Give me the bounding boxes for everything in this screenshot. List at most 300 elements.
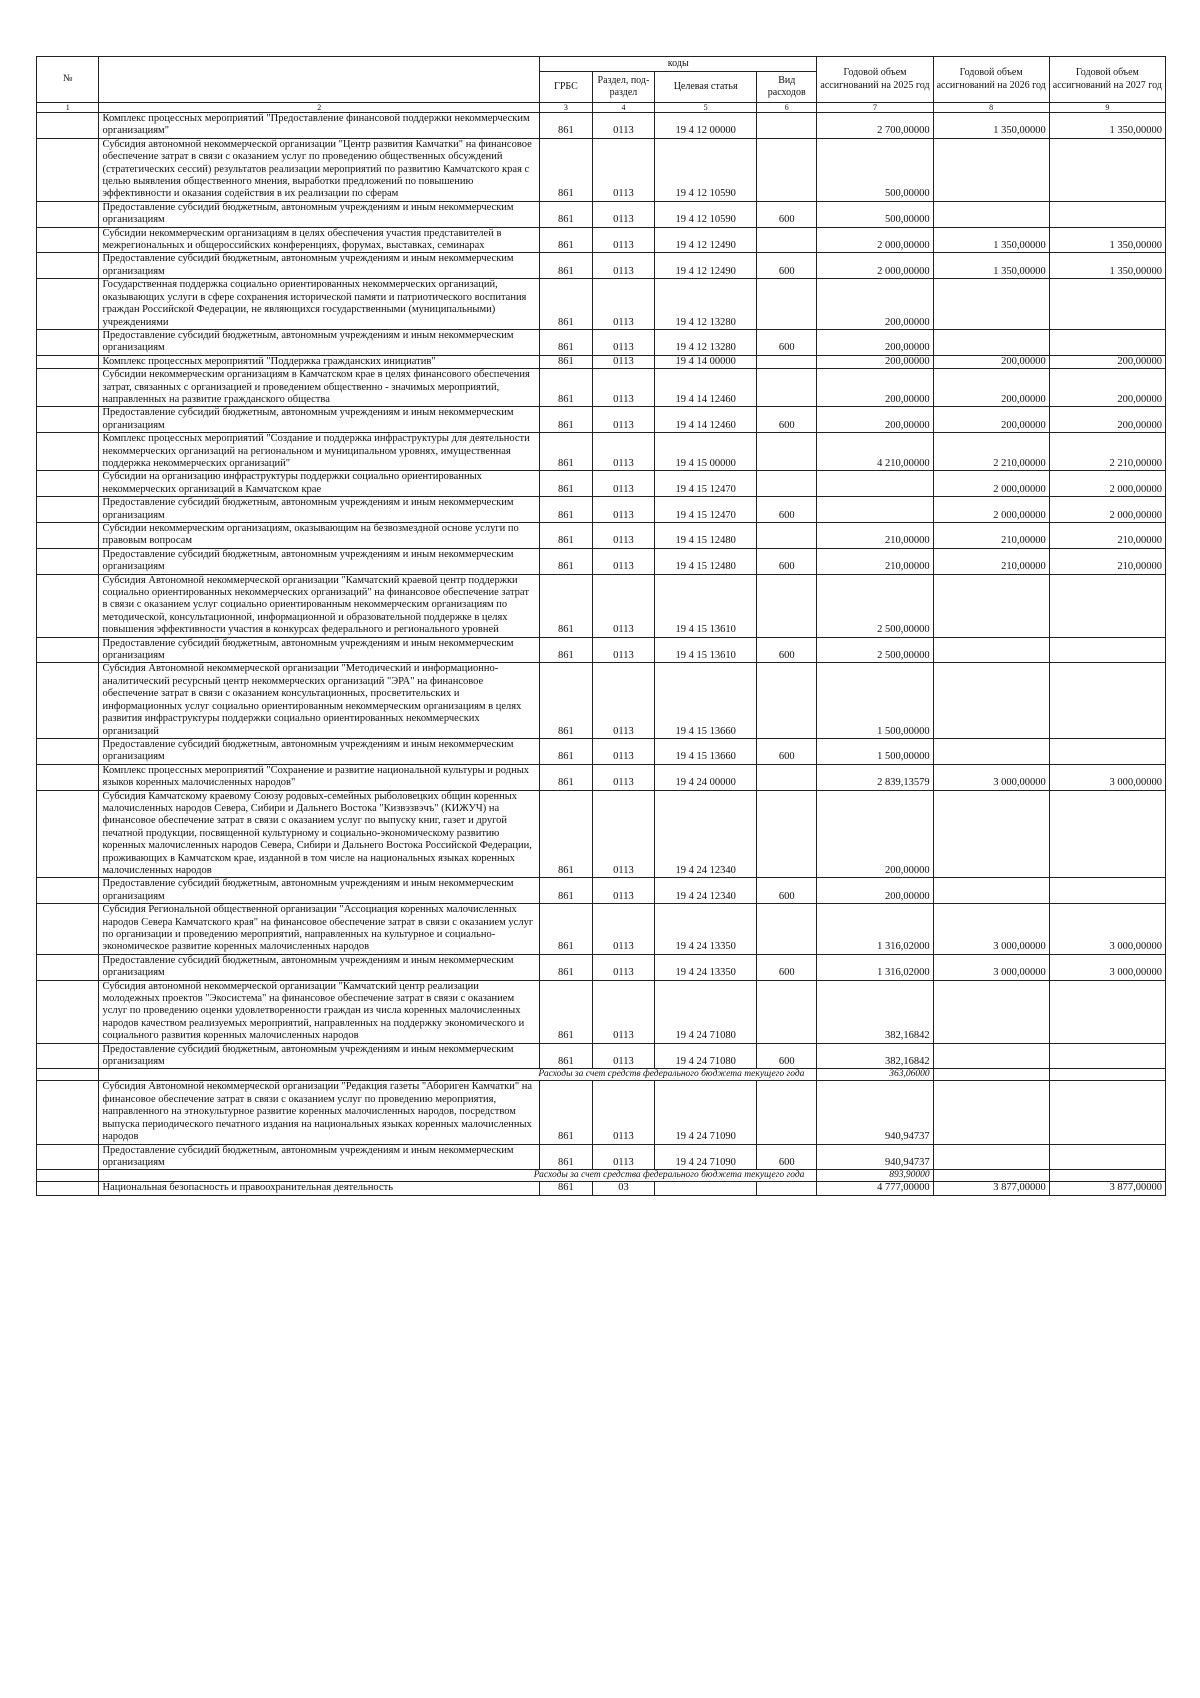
section-code: 0113: [592, 1081, 654, 1144]
budget-table-page: [36, 56, 1166, 1196]
budget-row: [37, 497, 1166, 523]
value-2026: 3 877,00000: [933, 1182, 1049, 1195]
grbs-code: 861: [540, 954, 593, 980]
value-2025: 1 316,02000: [817, 954, 933, 980]
row-name: Субсидии некоммерческим организациям, оказывающим на безвозмездной основе услуги по правовым вопросам: [99, 523, 540, 549]
value-2025: 500,00000: [817, 138, 933, 201]
value-2027: 200,00000: [1049, 407, 1165, 433]
row-number-cell: [37, 433, 99, 471]
section-code: 0113: [592, 138, 654, 201]
grbs-code: 861: [540, 1081, 593, 1144]
expense-type-code: 600: [757, 738, 817, 764]
row-number-cell: [37, 548, 99, 574]
value-2027: [1049, 790, 1165, 878]
expense-type-code: [757, 1182, 817, 1195]
row-name: Предоставление субсидий бюджетным, автономным учреждениям и иным некоммерческим организациям: [99, 1043, 540, 1069]
value-2026: [933, 663, 1049, 738]
target-code: 19 4 12 13280: [655, 329, 757, 355]
value-2026: [933, 1170, 1049, 1182]
target-code: [655, 1182, 757, 1195]
expense-type-code: [757, 764, 817, 790]
row-name: Субсидия автономной некоммерческой организации "Камчатский центр реализации молодежных проектов "Экосистема" на финансовое обеспечение затрат в связи с оказанием услуг по проведению оценки удовлетворенности граждан из числа коренных малочисленных народов качеством реализуемых мероприятий, направленных на поддержку экономического и социального развития коренных малочисленных народов: [99, 980, 540, 1043]
budget-row: [37, 138, 1166, 201]
expense-type-code: 600: [757, 497, 817, 523]
col-header-2027: Годовой объем ассигнований на 2027 год: [1049, 57, 1165, 103]
row-number-cell: [37, 764, 99, 790]
row-number-cell: [37, 1081, 99, 1144]
budget-row: [37, 407, 1166, 433]
budget-row: [37, 1081, 1166, 1144]
budget-table: [36, 56, 1166, 1196]
target-code: 19 4 15 12470: [655, 497, 757, 523]
budget-row: [37, 637, 1166, 663]
budget-row: [37, 663, 1166, 738]
value-2026: [933, 279, 1049, 330]
value-2025: 200,00000: [817, 407, 933, 433]
col-header-section: Раздел, под-раздел: [592, 72, 654, 103]
expense-type-code: 600: [757, 954, 817, 980]
value-2025: 893,90000: [817, 1170, 933, 1182]
section-code: 0113: [592, 497, 654, 523]
budget-row: [37, 738, 1166, 764]
section-code: 0113: [592, 738, 654, 764]
row-number-cell: [37, 738, 99, 764]
value-2025: 210,00000: [817, 548, 933, 574]
value-2027: [1049, 663, 1165, 738]
expense-type-code: [757, 790, 817, 878]
value-2025: 2 700,00000: [817, 113, 933, 139]
expense-type-code: [757, 523, 817, 549]
section-code: 0113: [592, 904, 654, 955]
target-code: 19 4 24 12340: [655, 790, 757, 878]
col-header-2026: Годовой объем ассигнований на 2026 год: [933, 57, 1049, 103]
grbs-code: 861: [540, 138, 593, 201]
value-2025: 210,00000: [817, 523, 933, 549]
row-number-cell: [37, 663, 99, 738]
value-2025: 382,16842: [817, 980, 933, 1043]
target-code: 19 4 15 12480: [655, 548, 757, 574]
budget-row: [37, 279, 1166, 330]
section-code: 0113: [592, 253, 654, 279]
row-name: Субсидия Региональной общественной организации "Ассоциация коренных малочисленных народов Севера Камчатского края" на финансовое обеспечение затрат в связи с оказанием услуг по организации и проведению мероприятий, направленных на культурное и социально-экономическое развитие коренных малочисленных народов: [99, 904, 540, 955]
expense-type-code: [757, 663, 817, 738]
row-name: Субсидия Автономной некоммерческой организации "Методический и информационно-аналитический ресурсный центр некоммерческих организаций "ЭРА" на финансовое обеспечение затрат в связи с оказанием консультационных, просветительских и информационных услуг социально ориентированным некоммерческим организациям в целях развития инфраструктуры поддержки социально ориентированных некоммерческих организаций: [99, 663, 540, 738]
col-header-expense-type: Вид расходов: [757, 72, 817, 103]
budget-row: [37, 1043, 1166, 1069]
value-2027: 1 350,00000: [1049, 253, 1165, 279]
expense-type-code: 600: [757, 548, 817, 574]
value-2027: 3 000,00000: [1049, 904, 1165, 955]
value-2026: [933, 1144, 1049, 1170]
target-code: 19 4 24 13350: [655, 954, 757, 980]
value-2027: [1049, 329, 1165, 355]
budget-row: [37, 329, 1166, 355]
row-number-cell: [37, 523, 99, 549]
col-index: 8: [933, 103, 1049, 113]
value-2026: [933, 1043, 1049, 1069]
section-code: 0113: [592, 764, 654, 790]
header-row-1: [37, 57, 1166, 72]
section-code: 0113: [592, 227, 654, 253]
col-header-2025: Годовой объем ассигнований на 2025 год: [817, 57, 933, 103]
target-code: 19 4 15 12480: [655, 523, 757, 549]
row-number-cell: [37, 1182, 99, 1195]
row-number-cell: [37, 790, 99, 878]
budget-row: [37, 369, 1166, 407]
row-number-cell: [37, 279, 99, 330]
row-number-cell: [37, 980, 99, 1043]
grbs-code: 861: [540, 1144, 593, 1170]
expense-type-code: 600: [757, 201, 817, 227]
target-code: 19 4 12 10590: [655, 138, 757, 201]
value-2026: 3 000,00000: [933, 764, 1049, 790]
grbs-code: 861: [540, 329, 593, 355]
value-2026: 1 350,00000: [933, 253, 1049, 279]
value-2027: [1049, 1081, 1165, 1144]
budget-row: [37, 1182, 1166, 1195]
row-number-cell: [37, 253, 99, 279]
col-index: 7: [817, 103, 933, 113]
expense-type-code: [757, 980, 817, 1043]
expense-type-code: 600: [757, 637, 817, 663]
value-2027: [1049, 1043, 1165, 1069]
budget-row: [37, 433, 1166, 471]
row-number-cell: [37, 407, 99, 433]
target-code: 19 4 12 10590: [655, 201, 757, 227]
section-code: 0113: [592, 433, 654, 471]
section-code: 0113: [592, 1144, 654, 1170]
grbs-code: 861: [540, 355, 593, 368]
section-code: 0113: [592, 279, 654, 330]
grbs-code: 861: [540, 904, 593, 955]
section-code: 0113: [592, 637, 654, 663]
section-code: 0113: [592, 878, 654, 904]
row-name: Предоставление субсидий бюджетным, автономным учреждениям и иным некоммерческим организациям: [99, 201, 540, 227]
col-index: 4: [592, 103, 654, 113]
value-2027: 1 350,00000: [1049, 227, 1165, 253]
expense-type-code: 600: [757, 253, 817, 279]
note-text: Расходы за счет средств федерального бюджета текущего года: [99, 1069, 817, 1081]
value-2027: [1049, 738, 1165, 764]
target-code: 19 4 24 00000: [655, 764, 757, 790]
row-number-cell: [37, 369, 99, 407]
target-code: 19 4 14 12460: [655, 407, 757, 433]
target-code: 19 4 14 00000: [655, 355, 757, 368]
value-2027: [1049, 1069, 1165, 1081]
value-2025: 500,00000: [817, 201, 933, 227]
row-number-cell: [37, 113, 99, 139]
row-name: Предоставление субсидий бюджетным, автономным учреждениям и иным некоммерческим организациям: [99, 738, 540, 764]
value-2025: 940,94737: [817, 1081, 933, 1144]
expense-type-code: [757, 227, 817, 253]
value-2027: [1049, 574, 1165, 637]
col-index: 2: [99, 103, 540, 113]
grbs-code: 861: [540, 253, 593, 279]
expense-type-code: [757, 1081, 817, 1144]
value-2025: 2 500,00000: [817, 637, 933, 663]
value-2026: [933, 1081, 1049, 1144]
target-code: 19 4 24 13350: [655, 904, 757, 955]
target-code: 19 4 12 00000: [655, 113, 757, 139]
target-code: 19 4 24 12340: [655, 878, 757, 904]
value-2025: 1 500,00000: [817, 663, 933, 738]
row-number-cell: [37, 497, 99, 523]
value-2027: [1049, 1144, 1165, 1170]
target-code: 19 4 12 13280: [655, 279, 757, 330]
budget-row: [37, 764, 1166, 790]
section-code: 0113: [592, 113, 654, 139]
row-number-cell: [37, 355, 99, 368]
row-name: Предоставление субсидий бюджетным, автономным учреждениям и иным некоммерческим организациям: [99, 954, 540, 980]
row-name: Субсидия Автономной некоммерческой организации "Редакция газеты "Абориген Камчатки" на финансовое обеспечение затрат в связи с оказанием услуг по проведению мероприятия, направленного на этнокультурное развитие коренных малочисленных народов, посредством выпуска периодического печатного издания на национальных языках коренных малочисленных народов: [99, 1081, 540, 1144]
value-2026: [933, 574, 1049, 637]
grbs-code: 861: [540, 1043, 593, 1069]
value-2026: 1 350,00000: [933, 227, 1049, 253]
value-2025: 4 777,00000: [817, 1182, 933, 1195]
grbs-code: 861: [540, 227, 593, 253]
budget-row: [37, 954, 1166, 980]
value-2025: 200,00000: [817, 878, 933, 904]
col-index: 6: [757, 103, 817, 113]
expense-type-code: 600: [757, 407, 817, 433]
col-header-grbs: ГРБС: [540, 72, 593, 103]
value-2027: [1049, 1170, 1165, 1182]
value-2027: [1049, 980, 1165, 1043]
grbs-code: 861: [540, 980, 593, 1043]
expense-type-code: [757, 574, 817, 637]
row-name: Субсидия Камчатскому краевому Союзу родовых-семейных рыболовецких общин коренных малочисленных народов Севера, Сибири и Дальнего Востока "Кизвэзвэчъ" (КИЖУЧ) на финансовое обеспечение затрат в связи с оказанием услуг по выпуску книг, газет и другой печатной продукции, посвященной культурному и социально-экономическому развитию коренных малочисленных народов Севера, Сибири и Дальнего Востока Российской Федерации, проживающих в Камчатском крае, изданной в том числе на национальных языках коренных малочисленных народов: [99, 790, 540, 878]
grbs-code: 861: [540, 279, 593, 330]
value-2027: 200,00000: [1049, 369, 1165, 407]
section-code: 0113: [592, 954, 654, 980]
row-number-cell: [37, 1069, 99, 1081]
value-2025: 200,00000: [817, 279, 933, 330]
grbs-code: 861: [540, 201, 593, 227]
value-2027: 210,00000: [1049, 523, 1165, 549]
expense-type-code: [757, 369, 817, 407]
section-code: 03: [592, 1182, 654, 1195]
row-name: Комплекс процессных мероприятий "Сохранение и развитие национальной культуры и родных языков коренных малочисленных народов": [99, 764, 540, 790]
row-name: Предоставление субсидий бюджетным, автономным учреждениям и иным некоммерческим организациям: [99, 407, 540, 433]
value-2025: 382,16842: [817, 1043, 933, 1069]
value-2025: 200,00000: [817, 355, 933, 368]
grbs-code: 861: [540, 637, 593, 663]
value-2026: 210,00000: [933, 548, 1049, 574]
section-code: 0113: [592, 980, 654, 1043]
target-code: 19 4 24 71090: [655, 1081, 757, 1144]
col-index: 3: [540, 103, 593, 113]
budget-row: [37, 355, 1166, 368]
row-name: Субсидия Автономной некоммерческой организации "Камчатский краевой центр поддержки социально ориентированных некоммерческих организаций" на финансовое обеспечение затрат в связи с оказанием услуг социально ориентированным некоммерческим организациям по методической, консультационной, информационной и образовательной поддержке в целях повышения эффективности участия в конкурсах федерального и регионального уровней: [99, 574, 540, 637]
grbs-code: 861: [540, 471, 593, 497]
value-2026: 3 000,00000: [933, 954, 1049, 980]
section-code: 0113: [592, 1043, 654, 1069]
row-name: Предоставление субсидий бюджетным, автономным учреждениям и иным некоммерческим организациям: [99, 637, 540, 663]
federal-budget-note-row: [37, 1170, 1166, 1182]
value-2026: [933, 790, 1049, 878]
value-2026: [933, 980, 1049, 1043]
budget-row: [37, 980, 1166, 1043]
value-2027: 2 000,00000: [1049, 497, 1165, 523]
value-2026: [933, 878, 1049, 904]
budget-row: [37, 790, 1166, 878]
grbs-code: 861: [540, 548, 593, 574]
value-2026: 1 350,00000: [933, 113, 1049, 139]
grbs-code: 861: [540, 574, 593, 637]
budget-row: [37, 904, 1166, 955]
value-2026: 200,00000: [933, 355, 1049, 368]
grbs-code: 861: [540, 497, 593, 523]
grbs-code: 861: [540, 407, 593, 433]
row-number-cell: [37, 471, 99, 497]
target-code: 19 4 15 00000: [655, 433, 757, 471]
target-code: 19 4 12 12490: [655, 253, 757, 279]
target-code: 19 4 24 71080: [655, 980, 757, 1043]
budget-table-body: [37, 113, 1166, 1196]
target-code: 19 4 14 12460: [655, 369, 757, 407]
value-2025: 2 000,00000: [817, 253, 933, 279]
target-code: 19 4 24 71090: [655, 1144, 757, 1170]
value-2027: [1049, 201, 1165, 227]
expense-type-code: [757, 433, 817, 471]
value-2027: 1 350,00000: [1049, 113, 1165, 139]
row-name: Национальная безопасность и правоохранительная деятельность: [99, 1182, 540, 1195]
budget-row: [37, 227, 1166, 253]
budget-row: [37, 253, 1166, 279]
grbs-code: 861: [540, 878, 593, 904]
row-name: Субсидии на организацию инфраструктуры поддержки социально ориентированных некоммерческих организаций в Камчатском крае: [99, 471, 540, 497]
value-2027: 3 000,00000: [1049, 954, 1165, 980]
row-name: Предоставление субсидий бюджетным, автономным учреждениям и иным некоммерческим организациям: [99, 497, 540, 523]
row-name: Комплекс процессных мероприятий "Создание и поддержка инфраструктуры для деятельности некоммерческих организаций на региональном и муниципальном уровнях, имущественная поддержка некоммерческих организаций": [99, 433, 540, 471]
row-name: Субсидии некоммерческим организациям в Камчатском крае в целях финансового обеспечения затрат, связанных с организацией и проведением общественно - значимых мероприятий, направленных на развитие гражданского общества: [99, 369, 540, 407]
col-header-name: [99, 57, 540, 103]
row-name: Предоставление субсидий бюджетным, автономным учреждениям и иным некоммерческим организациям: [99, 548, 540, 574]
grbs-code: 861: [540, 523, 593, 549]
budget-row: [37, 113, 1166, 139]
expense-type-code: 600: [757, 1043, 817, 1069]
column-index-row: [37, 103, 1166, 113]
section-code: 0113: [592, 790, 654, 878]
budget-row: [37, 1144, 1166, 1170]
value-2026: 200,00000: [933, 369, 1049, 407]
value-2026: 2 210,00000: [933, 433, 1049, 471]
value-2025: 1 316,02000: [817, 904, 933, 955]
col-header-target: Целевая статья: [655, 72, 757, 103]
value-2025: 2 839,13579: [817, 764, 933, 790]
section-code: 0113: [592, 407, 654, 433]
value-2027: [1049, 637, 1165, 663]
grbs-code: 861: [540, 113, 593, 139]
col-index: 1: [37, 103, 99, 113]
budget-row: [37, 471, 1166, 497]
value-2025: [817, 497, 933, 523]
value-2025: [817, 471, 933, 497]
budget-row: [37, 878, 1166, 904]
section-code: 0113: [592, 355, 654, 368]
expense-type-code: [757, 471, 817, 497]
expense-type-code: [757, 113, 817, 139]
expense-type-code: [757, 138, 817, 201]
row-number-cell: [37, 138, 99, 201]
value-2025: 200,00000: [817, 329, 933, 355]
section-code: 0113: [592, 574, 654, 637]
value-2027: 210,00000: [1049, 548, 1165, 574]
grbs-code: 861: [540, 1182, 593, 1195]
value-2026: [933, 201, 1049, 227]
value-2025: 4 210,00000: [817, 433, 933, 471]
value-2027: [1049, 878, 1165, 904]
target-code: 19 4 15 13610: [655, 637, 757, 663]
grbs-code: 861: [540, 663, 593, 738]
expense-type-code: 600: [757, 1144, 817, 1170]
value-2027: 3 000,00000: [1049, 764, 1165, 790]
col-header-number: №: [37, 57, 99, 103]
row-name: Предоставление субсидий бюджетным, автономным учреждениям и иным некоммерческим организациям: [99, 1144, 540, 1170]
note-text: Расходы за счет средства федерального бюджета текущего года: [99, 1170, 817, 1182]
value-2025: 363,06000: [817, 1069, 933, 1081]
value-2027: [1049, 138, 1165, 201]
col-index: 5: [655, 103, 757, 113]
value-2025: 2 000,00000: [817, 227, 933, 253]
budget-row: [37, 574, 1166, 637]
value-2026: [933, 738, 1049, 764]
grbs-code: 861: [540, 764, 593, 790]
value-2025: 940,94737: [817, 1144, 933, 1170]
target-code: 19 4 12 12490: [655, 227, 757, 253]
value-2026: [933, 1069, 1049, 1081]
row-name: Субсидии некоммерческим организациям в целях обеспечения участия представителей в межрегиональных и общероссийских конференциях, форумах, выставках, семинарах: [99, 227, 540, 253]
value-2025: 200,00000: [817, 369, 933, 407]
target-code: 19 4 15 13610: [655, 574, 757, 637]
row-name: Комплекс процессных мероприятий "Поддержка гражданских инициатив": [99, 355, 540, 368]
row-number-cell: [37, 637, 99, 663]
row-number-cell: [37, 227, 99, 253]
budget-row: [37, 548, 1166, 574]
col-header-codes: коды: [540, 57, 817, 72]
value-2026: 3 000,00000: [933, 904, 1049, 955]
value-2026: 200,00000: [933, 407, 1049, 433]
value-2026: [933, 329, 1049, 355]
row-name: Предоставление субсидий бюджетным, автономным учреждениям и иным некоммерческим организациям: [99, 878, 540, 904]
row-name: Предоставление субсидий бюджетным, автономным учреждениям и иным некоммерческим организациям: [99, 329, 540, 355]
row-name: Государственная поддержка социально ориентированных некоммерческих организаций, оказывающих услуги в сфере сохранения исторической памяти и патриотического воспитания граждан Российской Федерации, не являющихся государственными (муниципальными) учреждениями: [99, 279, 540, 330]
row-number-cell: [37, 201, 99, 227]
section-code: 0113: [592, 471, 654, 497]
row-name: Субсидия автономной некоммерческой организации "Центр развития Камчатки" на финансовое обеспечение затрат в связи с оказанием услуг по проведению общественных обсуждений (стратегических сессий) результатов реализации мероприятий по развитию Камчатского края с целью выявления общественного мнения, выработки предложений по повышению эффективности и оказания содействия в их реализации по сферам: [99, 138, 540, 201]
value-2026: 2 000,00000: [933, 497, 1049, 523]
grbs-code: 861: [540, 790, 593, 878]
section-code: 0113: [592, 329, 654, 355]
row-number-cell: [37, 574, 99, 637]
row-number-cell: [37, 904, 99, 955]
expense-type-code: 600: [757, 878, 817, 904]
target-code: 19 4 24 71080: [655, 1043, 757, 1069]
row-number-cell: [37, 1170, 99, 1182]
value-2025: 1 500,00000: [817, 738, 933, 764]
section-code: 0113: [592, 201, 654, 227]
value-2027: 3 877,00000: [1049, 1182, 1165, 1195]
value-2026: [933, 637, 1049, 663]
section-code: 0113: [592, 523, 654, 549]
value-2025: 2 500,00000: [817, 574, 933, 637]
value-2027: 2 000,00000: [1049, 471, 1165, 497]
col-index: 9: [1049, 103, 1165, 113]
section-code: 0113: [592, 369, 654, 407]
value-2026: [933, 138, 1049, 201]
expense-type-code: 600: [757, 329, 817, 355]
federal-budget-note-row: [37, 1069, 1166, 1081]
